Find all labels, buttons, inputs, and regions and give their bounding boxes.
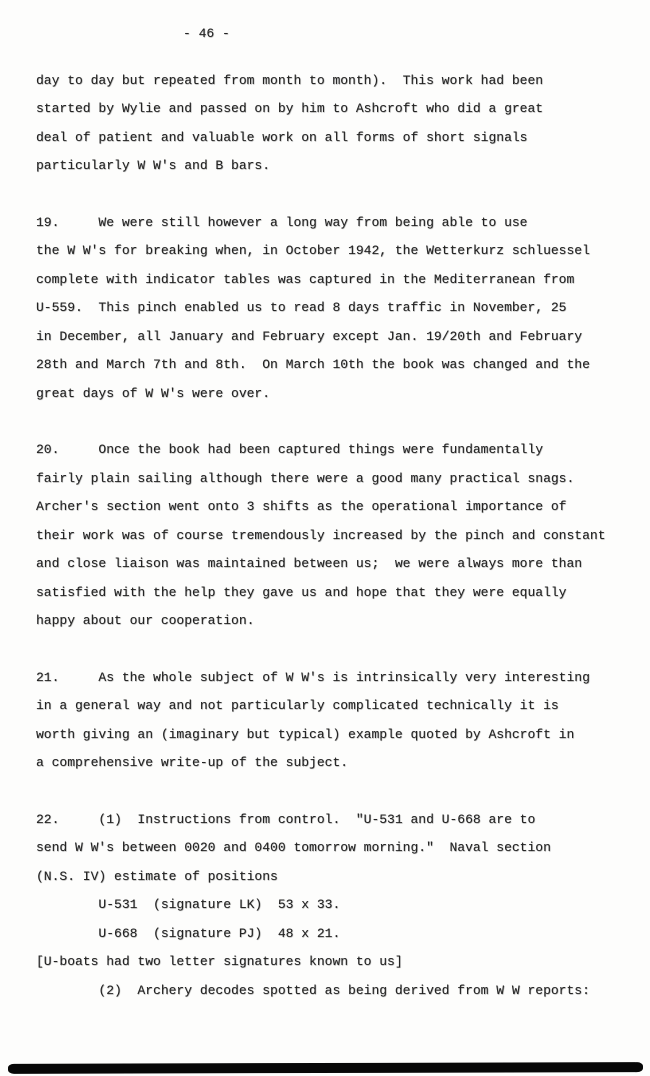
text-line: great days of W W's were over. [36,385,271,401]
text-line: satisfied with the help they gave us and hope that they were equally [36,584,567,600]
text-line: 22. (1) Instructions from control. "U-531 and U-668 are to [36,811,536,827]
text-line: U-531 (signature LK) 53 x 33. [36,897,341,912]
text-line: deal of patient and valuable work on all forms of short signals [36,129,528,145]
text-line: complete with indicator tables was captured in the Mediterranean from [36,271,575,287]
text-line: particularly W W's and B bars. [36,158,271,173]
text-line: worth giving an (imaginary but typical) example quoted by Ashcroft in [36,726,575,742]
text-line: Archer's section went onto 3 shifts as the operational importance of [36,499,567,514]
paragraph-19 [36,209,650,409]
text-line: the W W's for breaking when, in October 1942, the Wetterkurz schluessel [36,243,590,258]
text-line: fairly plain sailing although there were a good many practical snags. [36,470,575,486]
text-line: U-559. This pinch enabled us to read 8 days traffic in November, 25 [36,300,567,315]
text-line: U-668 (signature PJ) 48 x 21. [36,925,341,941]
text-line: started by Wylie and passed on by him to Ashcroft who did a great [36,101,544,116]
scan-artifact-bar [8,1062,643,1074]
text-line: (2) Archery decodes spotted as being derived from W W reports: [36,982,590,998]
text-line: 21. As the whole subject of W W's is intrinsically very interesting [36,669,590,685]
paragraph-21 [36,664,650,778]
text-line: 28th and March 7th and 8th. On March 10th the book was changed and the [36,357,590,372]
text-line: (N.S. IV) estimate of positions [36,868,278,884]
text-line: in December, all January and February except Jan. 19/20th and February [36,328,583,344]
page-number: - 46 - [183,26,230,41]
text-line: 20. Once the book had been captured things were fundamentally [36,442,544,457]
text-line: day to day but repeated from month to month). This work had been [36,72,544,88]
paragraph-20 [36,436,650,636]
text-line: 19. We were still however a long way from being able to use [36,214,528,230]
text-line: in a general way and not particularly complicated technically it is [36,698,559,713]
text-line: happy about our cooperation. [36,613,255,628]
text-line: [U-boats had two letter signatures known to us] [36,954,403,969]
paragraph-intro [36,67,650,181]
text-line: a comprehensive write-up of the subject. [36,755,349,770]
paragraph-22 [36,806,650,1006]
text-line: and close liaison was maintained between us; we were always more than [36,556,583,571]
text-line: send W W's between 0020 and 0400 tomorrow morning." Naval section [36,840,551,855]
text-line: their work was of course tremendously increased by the pinch and constant [36,527,606,543]
